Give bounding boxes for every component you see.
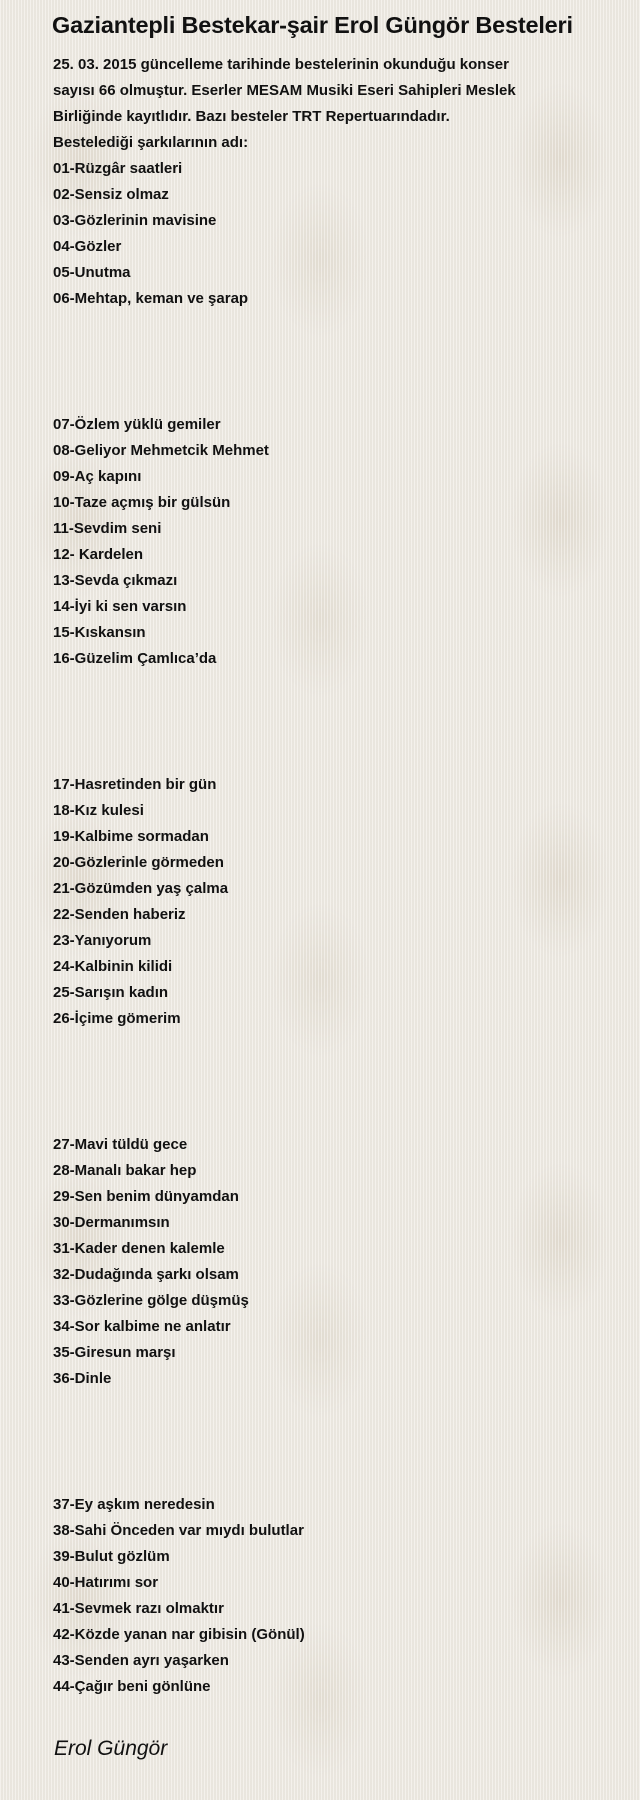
song-item: 04-Gözler: [53, 238, 122, 255]
song-item: 22-Senden haberiz: [53, 906, 186, 923]
intro-line: 25. 03. 2015 güncelleme tarihinde bestelerinin okunduğu konser: [53, 56, 509, 73]
song-group: [53, 772, 613, 1032]
song-item: 35-Giresun marşı: [53, 1344, 176, 1361]
song-item: 15-Kıskansın: [53, 624, 146, 641]
song-item: 31-Kader denen kalemle: [53, 1240, 225, 1257]
song-item: 26-İçime gömerim: [53, 1010, 181, 1027]
song-item: 10-Taze açmış bir gülsün: [53, 494, 231, 511]
song-item: 11-Sevdim seni: [53, 520, 162, 537]
song-item: 13-Sevda çıkmazı: [53, 572, 178, 589]
song-group: [53, 1132, 613, 1392]
song-item: 24-Kalbinin kilidi: [53, 958, 173, 975]
song-item: 21-Gözümden yaş çalma: [53, 880, 229, 897]
song-item: 12- Kardelen: [53, 546, 144, 563]
song-item: 02-Sensiz olmaz: [53, 186, 169, 203]
song-item: 20-Gözlerinle görmeden: [53, 854, 224, 871]
song-item: 23-Yanıyorum: [53, 932, 152, 949]
song-item: 05-Unutma: [53, 264, 131, 281]
song-item: 42-Közde yanan nar gibisin (Gönül): [53, 1626, 305, 1643]
song-item: 18-Kız kulesi: [53, 802, 144, 819]
song-item: 14-İyi ki sen varsın: [53, 598, 187, 615]
song-item: 30-Dermanımsın: [53, 1214, 170, 1231]
song-item: 28-Manalı bakar hep: [53, 1162, 197, 1179]
intro-line: sayısı 66 olmuştur. Eserler MESAM Musiki Eseri Sahipleri Meslek: [53, 82, 516, 99]
song-item: 16-Güzelim Çamlıca’da: [53, 650, 217, 667]
song-item: 33-Gözlerine gölge düşmüş: [53, 1292, 249, 1309]
song-item: 39-Bulut gözlüm: [53, 1548, 170, 1565]
song-item: 41-Sevmek razı olmaktır: [53, 1600, 224, 1617]
song-item: 34-Sor kalbime ne anlatır: [53, 1318, 231, 1335]
song-item: 27-Mavi tüldü gece: [53, 1136, 188, 1153]
song-item: 44-Çağır beni gönlüne: [53, 1678, 211, 1695]
page-title: Gaziantepli Bestekar-şair Erol Güngör Besteleri: [52, 12, 573, 38]
song-item: 25-Sarışın kadın: [53, 984, 169, 1001]
intro-paragraph: [53, 52, 613, 156]
author-signature: Erol Güngör: [54, 1737, 168, 1760]
song-item: 17-Hasretinden bir gün: [53, 776, 217, 793]
song-item: 01-Rüzgâr saatleri: [53, 160, 183, 177]
song-item: 19-Kalbime sormadan: [53, 828, 209, 845]
song-item: 29-Sen benim dünyamdan: [53, 1188, 239, 1205]
song-group: [53, 156, 613, 312]
song-item: 07-Özlem yüklü gemiler: [53, 416, 221, 433]
song-item: 09-Aç kapını: [53, 468, 142, 485]
song-item: 03-Gözlerinin mavisine: [53, 212, 217, 229]
song-item: 37-Ey aşkım neredesin: [53, 1496, 215, 1513]
song-item: 38-Sahi Önceden var mıydı bulutlar: [53, 1522, 304, 1539]
song-item: 40-Hatırımı sor: [53, 1574, 159, 1591]
intro-line: Bestelediği şarkılarının adı:: [53, 134, 249, 151]
song-item: 32-Dudağında şarkı olsam: [53, 1266, 239, 1283]
article-body: [53, 52, 613, 1700]
song-item: 36-Dinle: [53, 1370, 112, 1387]
intro-line: Birliğinde kayıtlıdır. Bazı besteler TRT Repertuarındadır.: [53, 108, 450, 125]
song-item: 43-Senden ayrı yaşarken: [53, 1652, 229, 1669]
song-group: [53, 412, 613, 672]
song-group: [53, 1492, 613, 1700]
song-item: 06-Mehtap, keman ve şarap: [53, 290, 249, 307]
song-item: 08-Geliyor Mehmetcik Mehmet: [53, 442, 269, 459]
